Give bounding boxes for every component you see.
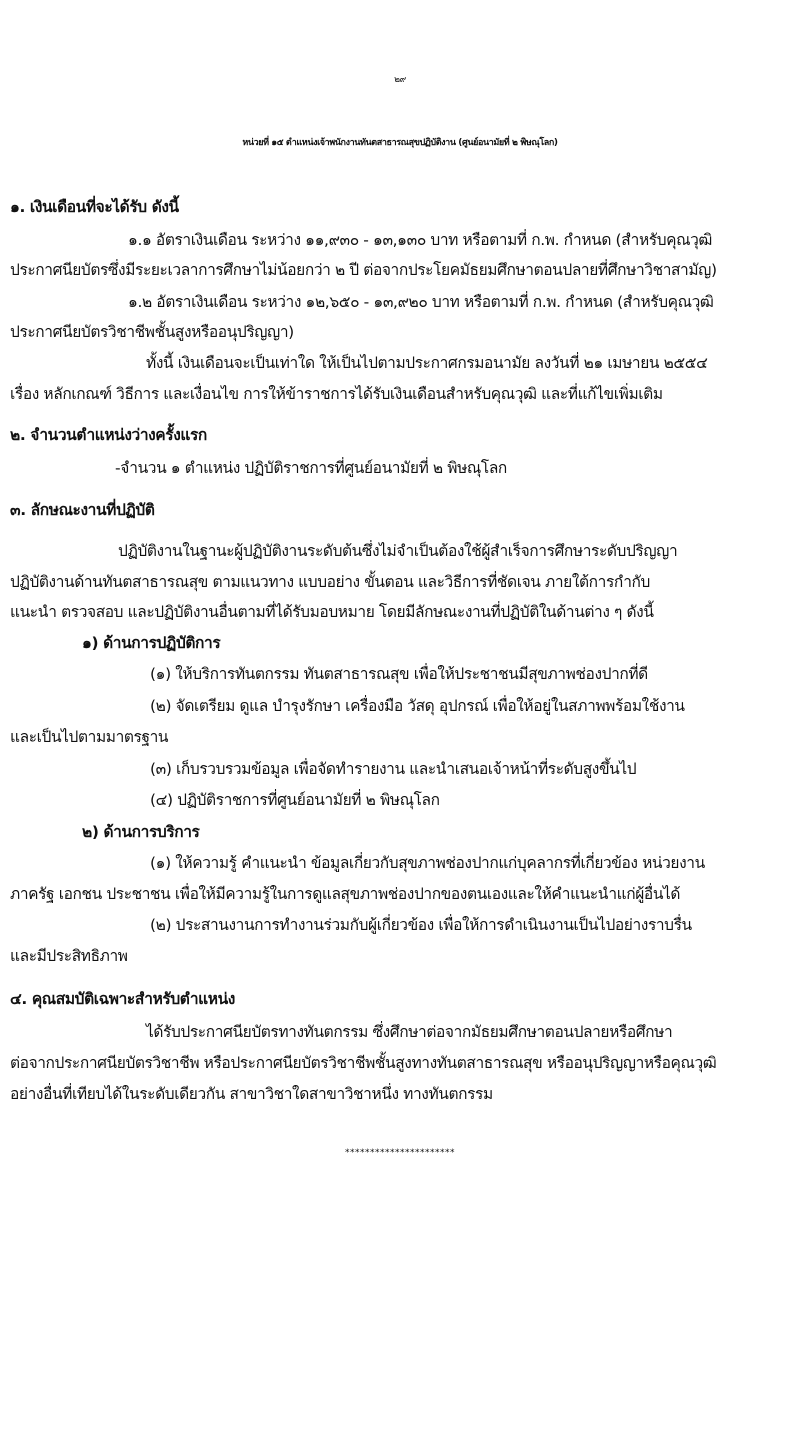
section-3-sub-1-item-2-line-2: และเป็นไปตามมาตรฐาน bbox=[10, 728, 169, 746]
section-3-sub-2-item-1-line-1: (๑) ให้ความรู้ คำแนะนำ ข้อมูลเกี่ยวกับสุขภาพช่องปากแก่บุคลากรที่เกี่ยวข้อง หน่วยงาน bbox=[150, 854, 705, 872]
section-1-note-line-2: เรื่อง หลักเกณฑ์ วิธีการ และเงื่อนไข การให้ข้าราชการได้รับเงินเดือนสำหรับคุณวุฒิ และที่แก้ไขเพิ่มเติม bbox=[10, 385, 663, 403]
section-1-note-line-1: ทั้งนี้ เงินเดือนจะเป็นเท่าใด ให้เป็นไปตามประกาศกรมอนามัย ลงวันที่ ๒๑ เมษายน ๒๕๕๔ bbox=[146, 354, 708, 372]
section-4-line-3: อย่างอื่นที่เทียบได้ในระดับเดียวกัน สาขาวิชาใดสาขาวิชาหนึ่ง ทางทันตกรรม bbox=[10, 1085, 493, 1103]
section-2-line-1: -จำนวน ๑ ตำแหน่ง ปฏิบัติราชการที่ศูนย์อนามัยที่ ๒ พิษณุโลก bbox=[115, 459, 507, 477]
section-3-sub-1-item-4: (๔) ปฏิบัติราชการที่ศูนย์อนามัยที่ ๒ พิษณุโลก bbox=[150, 791, 440, 809]
section-4-title: ๔. คุณสมบัติเฉพาะสำหรับตำแหน่ง bbox=[10, 990, 235, 1008]
section-1-item-2-line-2: ประกาศนียบัตรวิชาชีพชั้นสูงหรืออนุปริญญา) bbox=[10, 323, 294, 341]
section-4-line-1: ได้รับประกาศนียบัตรทางทันตกรรม ซึ่งศึกษาต่อจากมัธยมศึกษาตอนปลายหรือศึกษา bbox=[146, 1023, 673, 1041]
section-3-title: ๓. ลักษณะงานที่ปฏิบัติ bbox=[10, 501, 155, 519]
section-1-item-2-line-1: ๑.๒ อัตราเงินเดือน ระหว่าง ๑๒,๖๕๐ - ๑๓,๙๒๐ บาท หรือตามที่ ก.พ. กำหนด (สำหรับคุณวุฒิ bbox=[128, 293, 714, 311]
page-number: ๒๙ bbox=[394, 75, 406, 85]
section-1-item-1-line-1: ๑.๑ อัตราเงินเดือน ระหว่าง ๑๑,๙๓๐ - ๑๓,๑๓๐ บาท หรือตามที่ ก.พ. กำหนด (สำหรับคุณวุฒิ bbox=[128, 231, 713, 249]
section-3-intro-line-2: ปฏิบัติงานด้านทันตสาธารณสุข ตามแนวทาง แบบอย่าง ขั้นตอน และวิธีการที่ชัดเจน ภายใต้การกำกับ bbox=[10, 573, 650, 591]
section-3-sub-2-item-1-line-2: ภาครัฐ เอกชน ประชาชน เพื่อให้มีความรู้ในการดูแลสุขภาพช่องปากของตนเองและให้คำแนะนำแก่ผู้อื่นได้ bbox=[10, 885, 681, 903]
section-3-sub-1-item-2-line-1: (๒) จัดเตรียม ดูแล บำรุงรักษา เครื่องมือ วัสดุ อุปกรณ์ เพื่อให้อยู่ในสภาพพร้อมใช้งาน bbox=[150, 697, 685, 715]
section-3-sub-2-item-2-line-2: และมีประสิทธิภาพ bbox=[10, 947, 128, 965]
section-4-line-2: ต่อจากประกาศนียบัตรวิชาชีพ หรือประกาศนียบัตรวิชาชีพชั้นสูงทางทันตสาธารณสุข หรืออนุปริญญาหรือคุณวุฒิ bbox=[10, 1054, 717, 1072]
section-3-sub-2-title: ๒) ด้านการบริการ bbox=[82, 823, 200, 841]
section-2-title: ๒. จำนวนตำแหน่งว่างครั้งแรก bbox=[10, 426, 207, 444]
section-3-intro-line-1: ปฏิบัติงานในฐานะผู้ปฏิบัติงานระดับต้นซึ่งไม่จำเป็นต้องใช้ผู้สำเร็จการศึกษาระดับปริญญา bbox=[118, 542, 678, 560]
section-1-item-1-line-2: ประกาศนียบัตรซึ่งมีระยะเวลาการศึกษาไม่น้อยกว่า ๒ ปี ต่อจากประโยคมัธยมศึกษาตอนปลายที่ศึกษาวิชาสามัญ) bbox=[10, 261, 717, 279]
section-3-sub-1-title: ๑) ด้านการปฏิบัติการ bbox=[82, 634, 221, 652]
section-3-sub-1-item-3: (๓) เก็บรวบรวมข้อมูล เพื่อจัดทำรายงาน และนำเสนอเจ้าหน้าที่ระดับสูงขึ้นไป bbox=[150, 760, 637, 778]
end-marker: ********************** bbox=[345, 1148, 455, 1158]
section-3-sub-1-item-1: (๑) ให้บริการทันตกรรม ทันตสาธารณสุข เพื่อให้ประชาชนมีสุขภาพช่องปากที่ดี bbox=[150, 665, 648, 683]
section-1-title: ๑. เงินเดือนที่จะได้รับ ดังนี้ bbox=[10, 198, 179, 216]
section-3-intro-line-3: แนะนำ ตรวจสอบ และปฏิบัติงานอื่นตามที่ได้รับมอบหมาย โดยมีลักษณะงานที่ปฏิบัติในด้านต่าง ๆ ดังนี้ bbox=[10, 603, 654, 621]
section-3-sub-2-item-2-line-1: (๒) ประสานงานการทำงานร่วมกับผู้เกี่ยวข้อง เพื่อให้การดำเนินงานเป็นไปอย่างราบรื่น bbox=[150, 916, 692, 934]
page-title: หน่วยที่ ๑๕ ตำแหน่งเจ้าพนักงานทันตสาธารณสุขปฏิบัติงาน (ศูนย์อนามัยที่ ๒ พิษณุโลก) bbox=[242, 138, 558, 148]
